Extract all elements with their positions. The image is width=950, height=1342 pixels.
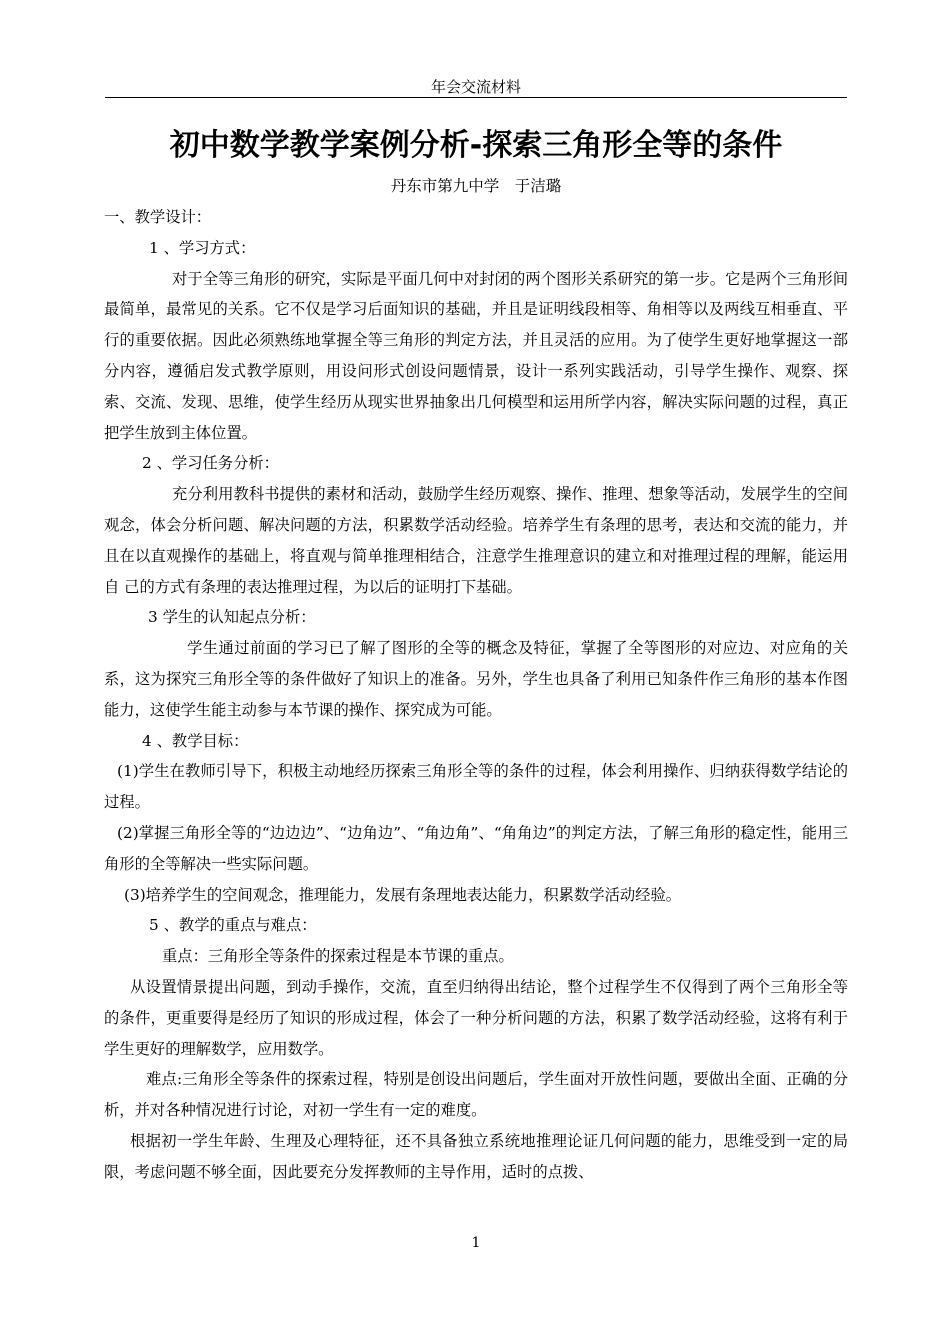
subsection-heading: 3 学生的认知起点分析： — [148, 608, 316, 627]
key-point: 重点：三角形全等条件的探索过程是本节课的重点。 — [162, 947, 514, 966]
page-number: 1 — [471, 1235, 481, 1251]
goal-item: (3)培养学生的空间观念，推理能力，发展有条理地表达能力，积累数学活动经验。 — [124, 885, 682, 904]
section-heading: 一、教学设计： — [104, 208, 212, 226]
subsection-heading: 4 、教学目标： — [142, 731, 249, 750]
subsection-heading: 2 、学习任务分析： — [142, 454, 279, 473]
paragraph: 根据初一学生年龄、生理及心理特征，还不具备独立系统地推理论证几何问题的能力，思维受到一定的局限，考虑问题不够全面，因此要充分发挥教师的主导作用，适时的点拨、 — [104, 1131, 848, 1181]
difficulty-point: 难点:三角形全等条件的探索过程，特别是创设出问题后，学生面对开放性问题，要做出全面、正确的分析，并对各种情况进行讨论，对初一学生有一定的难度。 — [104, 1070, 848, 1120]
subsection-heading: 1 、学习方式： — [149, 238, 256, 257]
document-title: 初中数学教学案例分析-探索三角形全等的条件 — [169, 128, 783, 163]
paragraph: 对于全等三角形的研究，实际是平面几何中对封闭的两个图形关系研究的第一步。它是两个三角形间最简单，最常见的关系。它不仅是学习后面知识的基础，并且是证明线段相等、角相等以及两线互相垂直、平行的重要依据。因此必须熟练地掌握全等三角形的判定方法，并且灵活的应用。为了使学生更好地掌握这一部分内容，遵循启发式教学原则，用设问形式创设问题情景，设计一系列实践活动，引导学生操作、观察、探索、交流、发现、思维，使学生经历从现实世界抽象出几何模型和运用所学内容，解决实际问题的过程，真正把学生放到主体位置。 — [104, 269, 848, 442]
paragraph: 充分利用教科书提供的素材和活动，鼓励学生经历观察、操作、推理、想象等活动，发展学生的空间观念，体会分析问题、解决问题的方法，积累数学活动经验。培养学生有条理的思考，表达和交流的能力，并且在以直观操作的基础上，将直观与简单推理相结合，注意学生推理意识的建立和对推理过程的理解，能运用自 己的方式有条理的表达推理过程，为以后的证明打下基础。 — [104, 485, 848, 596]
header-rule — [105, 97, 847, 98]
goal-item: (2)掌握三角形全等的“边边边”、“边角边”、“角边角”、“角角边”的判定方法，了解三角形的稳定性，能用三角形的全等解决一些实际问题。 — [104, 823, 848, 873]
paragraph: 从设置情景提出问题，到动手操作，交流，直至归纳得出结论，整个过程学生不仅得到了两个三角形全等的条件，更重要得是经历了知识的形成过程，体会了一种分析问题的方法，积累了数学活动经验，这将有利于学生更好的理解数学，应用数学。 — [104, 977, 848, 1058]
subsection-heading: 5 、教学的重点与难点： — [149, 916, 317, 935]
goal-item: (1)学生在教师引导下，积极主动地经历探索三角形全等的条件的过程，体会利用操作、归纳获得数学结论的过程。 — [104, 762, 848, 812]
running-header: 年会交流材料 — [430, 78, 521, 96]
author-line: 丹东市第九中学 于洁璐 — [390, 177, 562, 195]
document-body — [104, 202, 848, 1188]
paragraph: 学生通过前面的学习已了解了图形的全等的概念及特征，掌握了全等图形的对应边、对应角的关系，这为探究三角形全等的条件做好了知识上的准备。另外，学生也具备了利用已知条件作三角形的基本作图能力，这使学生能主动参与本节课的操作、探究成为可能。 — [104, 639, 848, 719]
